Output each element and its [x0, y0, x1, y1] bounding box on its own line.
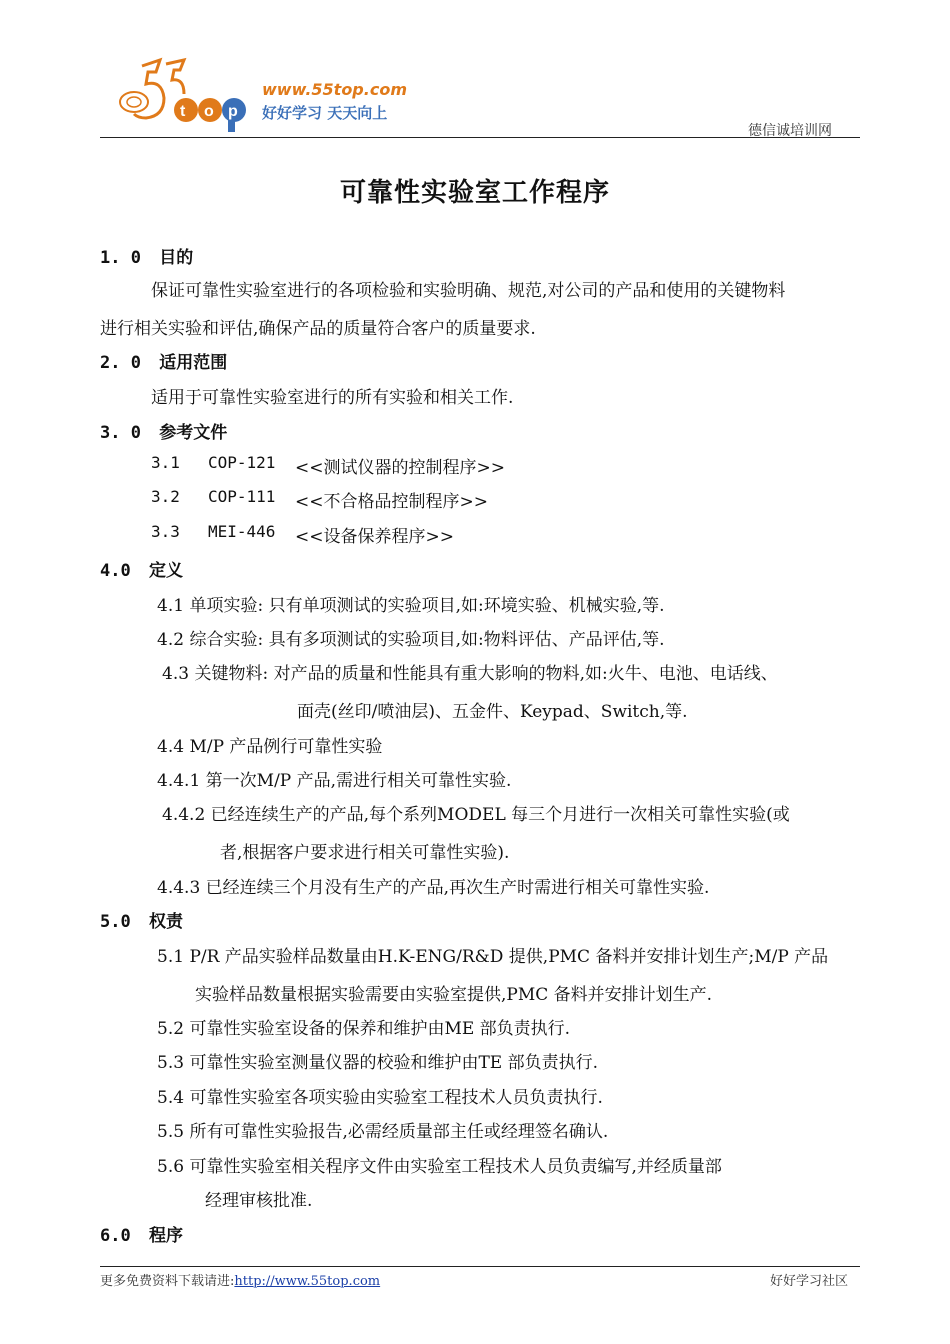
definition-item: 4.2 综合实验: 具有多项测试的实验项目,如:物料评估、产品评估,等.	[157, 630, 665, 650]
footer-label: 更多免费资料下载请进:	[100, 1274, 235, 1289]
definition-item-cont: 面壳(丝印/喷油层)、五金件、Keypad、Switch,等.	[297, 702, 688, 722]
svg-text:t: t	[180, 103, 186, 120]
definition-item: 4.4 M/P 产品例行可靠性实验	[157, 737, 383, 757]
section-title: 参考文件	[159, 423, 228, 443]
ref-name: <<不合格品控制程序>>	[295, 492, 488, 512]
responsibility-item-cont: 经理审核批准.	[205, 1191, 313, 1211]
site-name: 德信诚培训网	[748, 123, 832, 139]
section-number: 4.0	[100, 561, 131, 581]
section-number: 3. 0	[100, 423, 141, 443]
definition-item: 4.4.2 已经连续生产的产品,每个系列MODEL 每三个月进行一次相关可靠性实验(或	[162, 805, 790, 825]
responsibility-item: 5.3 可靠性实验室测量仪器的校验和维护由TE 部负责执行.	[157, 1053, 598, 1073]
footer-link[interactable]: http://www.55top.com	[234, 1274, 381, 1289]
logo-slogan: 好好学习 天天向上	[262, 104, 388, 122]
ref-number: 3.2	[151, 487, 180, 506]
section-heading-3	[100, 418, 227, 443]
section-number: 5.0	[100, 912, 131, 932]
section-title: 适用范围	[159, 353, 228, 373]
logo-55top-mark	[112, 54, 262, 134]
reference-item	[151, 487, 488, 512]
ref-code: COP-121	[208, 453, 276, 472]
ref-code: COP-111	[208, 487, 276, 506]
footer-right: 好好学习社区	[770, 1274, 849, 1289]
responsibility-item: 5.2 可靠性实验室设备的保养和维护由ME 部负责执行.	[157, 1019, 571, 1039]
section-heading-5	[100, 907, 183, 932]
section-heading-2	[100, 348, 227, 373]
section-heading-6	[100, 1221, 183, 1246]
section-title: 定义	[148, 561, 183, 581]
definition-item: 4.4.3 已经连续三个月没有生产的产品,再次生产时需进行相关可靠性实验.	[157, 878, 710, 898]
responsibility-item: 5.4 可靠性实验室各项实验由实验室工程技术人员负责执行.	[157, 1088, 603, 1108]
ref-number: 3.1	[151, 453, 180, 472]
responsibility-item: 5.6 可靠性实验室相关程序文件由实验室工程技术人员负责编写,并经质量部	[157, 1157, 722, 1177]
logo-url: www.55top.com	[262, 80, 407, 99]
section-number: 1. 0	[100, 248, 141, 268]
svg-text:o: o	[204, 103, 214, 120]
paragraph: 进行相关实验和评估,确保产品的质量符合客户的质量要求.	[100, 319, 536, 339]
responsibility-item: 5.5 所有可靠性实验报告,必需经质量部主任或经理签名确认.	[157, 1122, 609, 1142]
footer-left	[100, 1270, 380, 1289]
site-logo	[112, 54, 432, 134]
definition-item-cont: 者,根据客户要求进行相关可靠性实验).	[220, 843, 510, 863]
paragraph: 适用于可靠性实验室进行的所有实验和相关工作.	[151, 388, 514, 408]
definition-item: 4.3 关键物料: 对产品的质量和性能具有重大影响的物料,如:火牛、电池、电话线、	[162, 664, 778, 684]
section-number: 6.0	[100, 1226, 131, 1246]
header-divider	[100, 137, 860, 138]
section-title: 程序	[148, 1226, 183, 1246]
section-heading-1	[100, 243, 193, 268]
reference-item	[151, 522, 454, 547]
footer-divider	[100, 1266, 860, 1267]
responsibility-item-cont: 实验样品数量根据实验需要由实验室提供,PMC 备料并安排计划生产.	[195, 985, 713, 1005]
definition-item: 4.4.1 第一次M/P 产品,需进行相关可靠性实验.	[157, 771, 512, 791]
svg-text:p: p	[228, 103, 238, 120]
section-heading-4	[100, 556, 183, 581]
section-number: 2. 0	[100, 353, 141, 373]
section-title: 权责	[148, 912, 183, 932]
reference-item	[151, 453, 505, 478]
ref-name: <<设备保养程序>>	[295, 527, 454, 547]
responsibility-item: 5.1 P/R 产品实验样品数量由H.K-ENG/R&D 提供,PMC 备料并安排计划生产;M/P 产品	[157, 947, 829, 967]
ref-number: 3.3	[151, 522, 180, 541]
definition-item: 4.1 单项实验: 只有单项测试的实验项目,如:环境实验、机械实验,等.	[157, 596, 665, 616]
ref-code: MEI-446	[208, 522, 276, 541]
section-title: 目的	[159, 248, 194, 268]
paragraph: 保证可靠性实验室进行的各项检验和实验明确、规范,对公司的产品和使用的关键物料	[151, 281, 786, 301]
document-title: 可靠性实验室工作程序	[339, 178, 610, 208]
ref-name: <<测试仪器的控制程序>>	[295, 458, 505, 478]
